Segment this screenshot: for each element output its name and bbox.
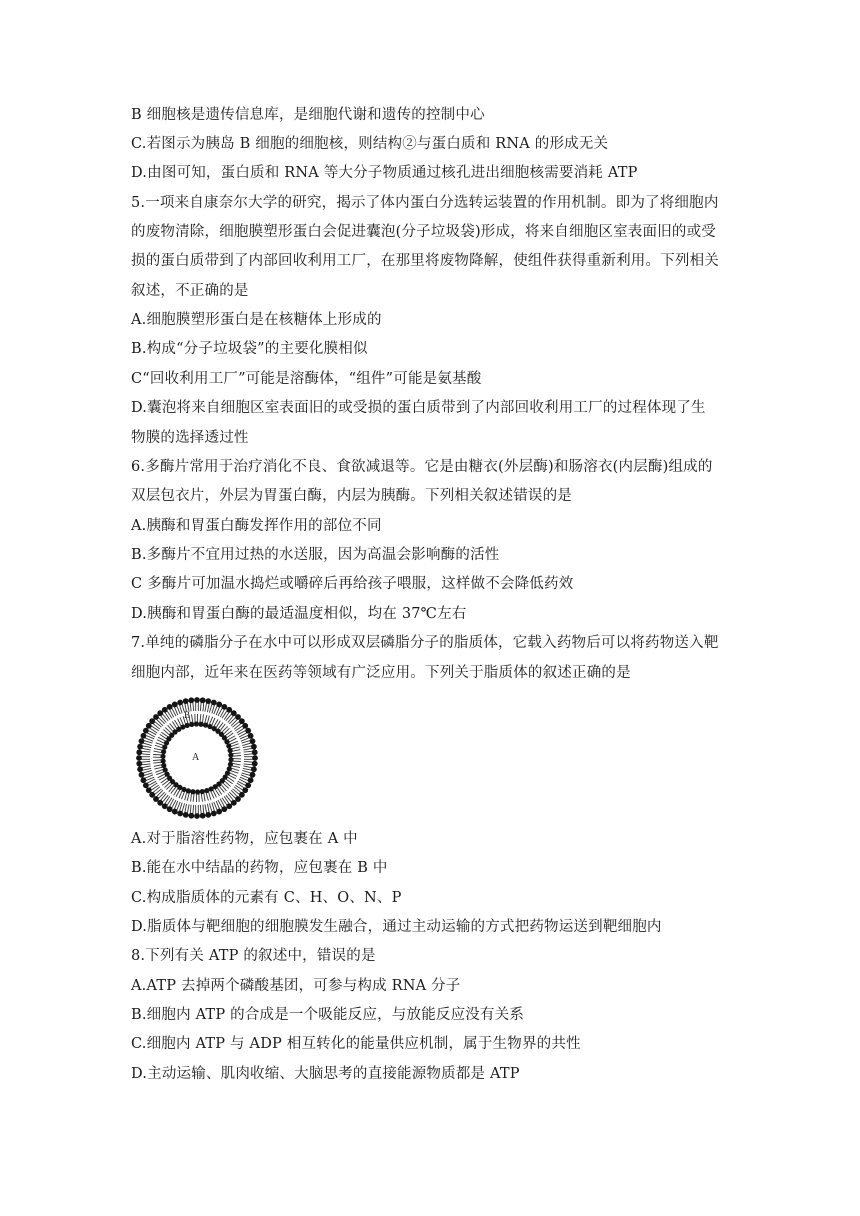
lipid-head: [228, 748, 233, 753]
lipid-head: [250, 772, 256, 778]
liposome-diagram: [126, 697, 268, 821]
lipid-head: [172, 702, 178, 708]
question-8-stem: 8.下列有关 ATP 的叙述中，错误的是: [131, 948, 376, 964]
lipid-head: [146, 787, 152, 793]
lipid-head: [228, 762, 233, 767]
lipid-head: [221, 806, 227, 812]
option-d: D.胰酶和胃蛋白酶的最适温度相似，均在 37℃左右: [131, 606, 467, 622]
option-b: B.构成“分子垃圾袋”的主要化膜相似: [131, 341, 368, 357]
lipid-head: [252, 761, 258, 767]
lipid-head: [143, 728, 149, 734]
lipid-head: [228, 757, 233, 762]
option-c: C“回收利用工厂”可能是溶酶体，“组件”可能是氨基酸: [131, 371, 482, 387]
lipid-head: [200, 697, 206, 703]
lipid-head: [172, 809, 178, 815]
lipid-head: [248, 733, 254, 739]
lipid-head: [141, 777, 147, 783]
lipid-head: [226, 743, 231, 748]
lipid-head: [211, 700, 217, 706]
lipid-head: [252, 749, 258, 755]
lipid-head: [161, 749, 166, 754]
option-a: A.胰酶和胃蛋白酶发挥作用的部位不同: [131, 518, 382, 534]
option-d: D.主动运输、肌肉收缩、大脑思考的直接能源物质都是 ATP: [131, 1066, 520, 1082]
option-c: C.细胞内 ATP 与 ADP 相互转化的能量供应机制，属于生物界的共性: [131, 1036, 581, 1052]
option-c: C 多酶片可加温水捣烂或嚼碎后再给孩子喂服，这样做不会降低药效: [131, 576, 574, 592]
lipid-head: [251, 766, 257, 772]
lipid-head: [161, 758, 166, 763]
lipid-head: [200, 789, 205, 794]
lipid-head: [200, 813, 206, 819]
lipid-head: [188, 813, 194, 819]
lipid-head: [242, 723, 248, 729]
lipid-head: [245, 728, 251, 734]
lipid-head: [139, 738, 145, 744]
label-b: B: [184, 710, 191, 720]
lipid-head: [183, 812, 189, 818]
lipid-head: [248, 777, 254, 783]
lipid-head: [194, 697, 200, 703]
lipid-head: [161, 763, 166, 768]
option-c: C.构成脂质体的元素有 C、H、O、N、P: [131, 890, 402, 906]
lipid-head: [221, 704, 227, 710]
lipid-head: [167, 806, 173, 812]
option-a: A.ATP 去掉两个磷酸基团，可参与构成 RNA 分子: [131, 978, 461, 994]
option-b: B.多酶片不宜用过热的水送服，因为高温会影响酶的活性: [131, 547, 500, 563]
lipid-head: [139, 772, 145, 778]
lipid-head: [143, 782, 149, 788]
lipid-head: [136, 761, 142, 767]
option-d: D.脂质体与靶细胞的细胞膜发生融合，通过主动运输的方式把药物运送到靶细胞内: [131, 919, 662, 935]
lipid-head: [190, 789, 195, 794]
lipid-head: [185, 723, 190, 728]
lipid-head: [226, 803, 232, 809]
text-line: D.由图可知，蛋白质和 RNA 等大分子物质通过核孔进出细胞核需要消耗 ATP: [131, 165, 638, 181]
lipid-head: [183, 698, 189, 704]
liposome-figure: [126, 697, 268, 821]
lipid-head: [194, 721, 199, 726]
lipid-head: [137, 744, 143, 750]
lipid-head: [162, 707, 168, 713]
lipid-head: [205, 812, 211, 818]
lipid-head: [194, 813, 200, 819]
lipid-head: [177, 811, 183, 817]
lipid-head: [228, 752, 233, 757]
lipid-head: [251, 744, 257, 750]
option-d: D.囊泡将来自细胞区室表面旧的或受损的蛋白质带到了内部回收利用工厂的过程体现了生: [131, 400, 706, 416]
text-line: 双层包衣片，外层为胃蛋白酶，内层为胰酶。下列相关叙述错误的是: [131, 488, 572, 504]
label-a: A: [192, 752, 200, 763]
question-5-stem: 5.一项来自康奈尔大学的研究，揭示了体内蛋白分选转运装置的作用机制。即为了将细胞内: [131, 195, 719, 211]
lipid-head: [198, 722, 203, 727]
lipid-head: [205, 698, 211, 704]
lipid-head: [141, 733, 147, 739]
text-line: C.若图示为胰岛 B 细胞的细胞核，则结构②与蛋白质和 RNA 的形成无关: [131, 136, 609, 152]
lipid-head: [204, 788, 209, 793]
lipid-head: [216, 809, 222, 815]
lipid-head: [211, 811, 217, 817]
lipid-head: [195, 789, 200, 794]
lipid-head: [136, 755, 142, 761]
lipid-head: [203, 722, 208, 727]
text-line: 的废物清除，细胞膜塑形蛋白会促进囊泡(分子垃圾袋)形成，将来自细胞区室表面旧的或受: [131, 224, 717, 240]
lipid-head: [188, 697, 194, 703]
lipid-head: [216, 702, 222, 708]
lipid-head: [167, 704, 173, 710]
option-b: B.能在水中结晶的药物，应包裹在 B 中: [131, 860, 388, 876]
text-line: 叙述，不正确的是: [131, 283, 249, 299]
lipid-head: [186, 788, 191, 793]
lipid-head: [160, 754, 165, 759]
lipid-head: [177, 700, 183, 706]
option-a: A.对于脂溶性药物，应包裹在 A 中: [131, 831, 358, 847]
lipid-head: [252, 755, 258, 761]
lipid-head: [137, 766, 143, 772]
lipid-head: [189, 722, 194, 727]
lipid-head: [136, 749, 142, 755]
text-line: 损的蛋白质带到了内部回收利用工厂，在那里将废物降解，使组件获得重新利用。下列相关: [131, 253, 719, 269]
question-6-stem: 6.多酶片常用于治疗消化不良、食欲减退等。它是由糖衣(外层酶)和肠溶衣(内层酶)组成的: [131, 459, 713, 475]
question-7-stem: 7.单纯的磷脂分子在水中可以形成双层磷脂分子的脂质体，它载入药物后可以将药物送入靶: [131, 635, 719, 651]
option-b: B.细胞内 ATP 的合成是一个吸能反应，与放能反应没有关系: [131, 1007, 525, 1023]
lipid-head: [245, 782, 251, 788]
option-a: A.细胞膜塑形蛋白是在核糖体上形成的: [131, 312, 382, 328]
text-line: 物膜的选择透过性: [131, 430, 249, 446]
text-line: 细胞内部，近年来在医药等领域有广泛应用。下列关于脂质体的叙述正确的是: [131, 665, 631, 681]
lipid-head: [163, 767, 168, 772]
lipid-head: [250, 738, 256, 744]
text-line: B 细胞核是遗传信息库，是细胞代谢和遗传的控制中心: [131, 107, 485, 123]
